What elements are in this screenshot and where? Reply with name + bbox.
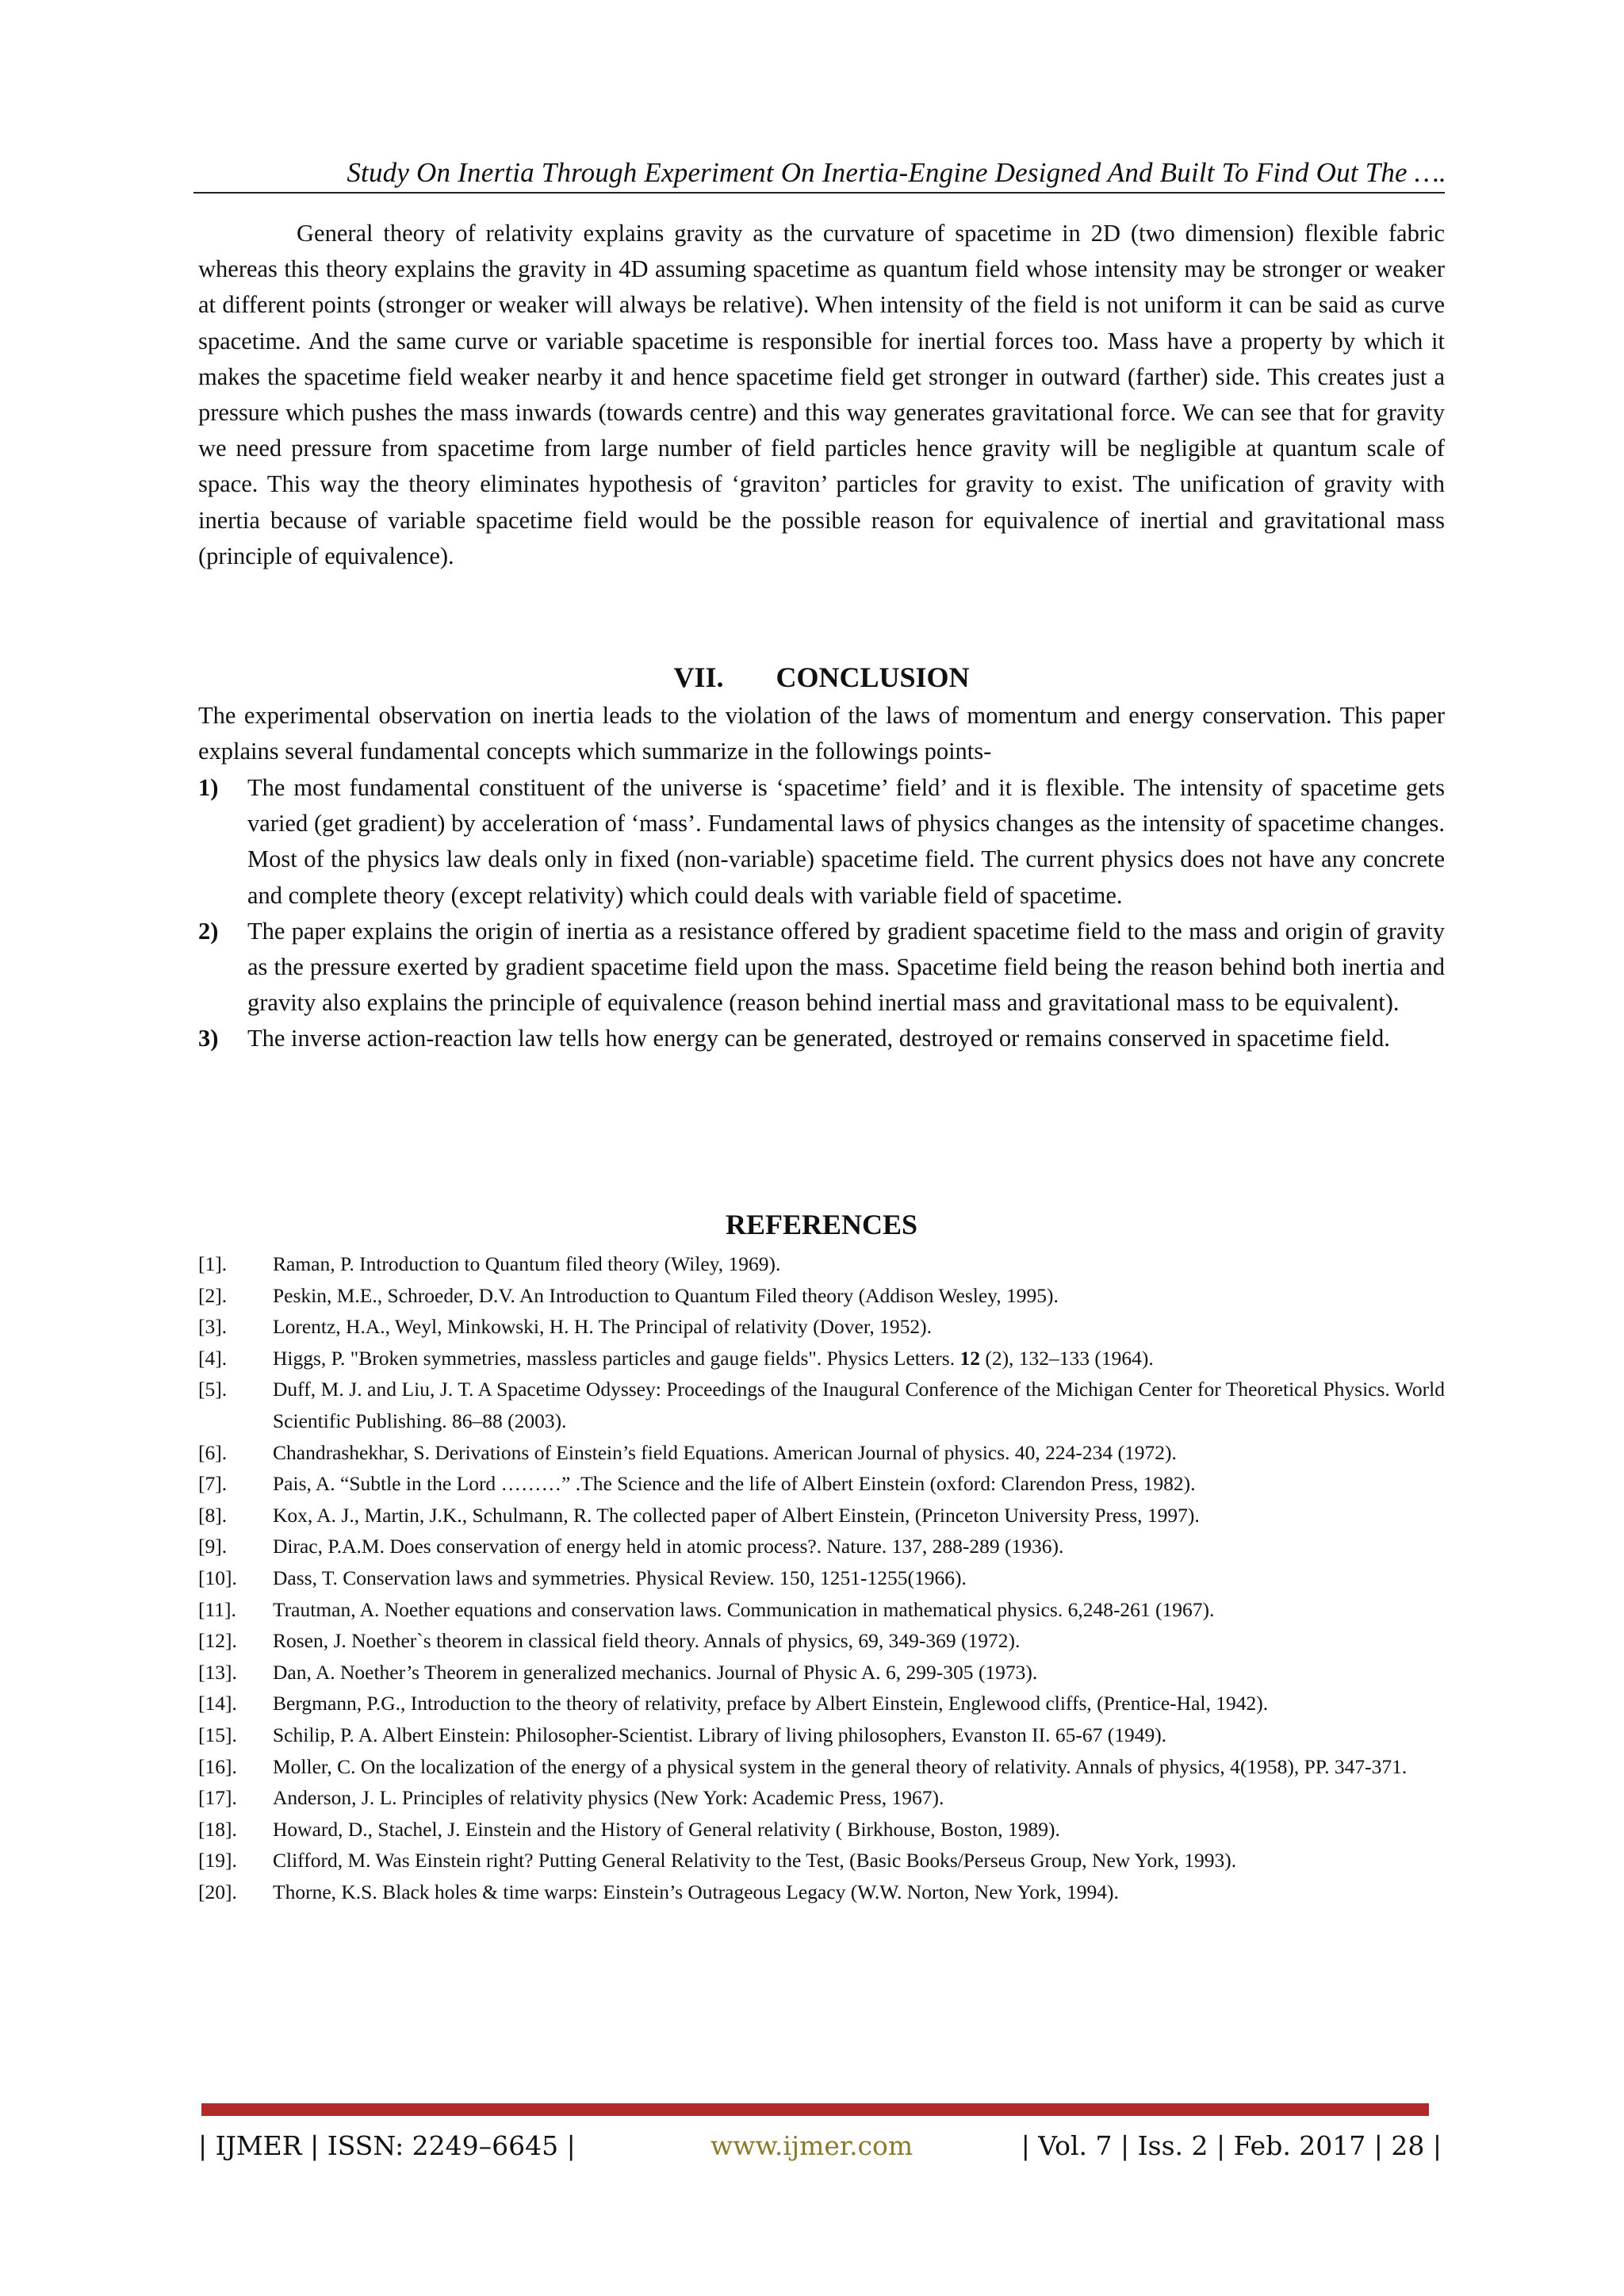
reference-number: [2]. [198,1283,228,1307]
reference-item [198,1751,1445,1783]
reference-item [198,1468,1445,1500]
reference-number: [12]. [198,1629,237,1653]
reference-text: Dan, A. Noether’s Theorem in generalized mechanics. Journal of Physic A. 6, 299-305 (1973). [273,1660,1038,1684]
section-number: VII. [673,661,724,693]
reference-item [198,1311,1445,1343]
reference-number: [16]. [198,1754,237,1778]
footer-bar [201,2103,1429,2116]
point-number: 2) [198,917,219,945]
reference-number: [11]. [198,1597,236,1621]
references-list [198,1248,1445,1907]
reference-item [198,1531,1445,1562]
conclusion-points [198,770,1445,1057]
reference-text: Thorne, K.S. Black holes & time warps: Einstein’s Outrageous Legacy (W.W. Norton, New York, 1994). [273,1880,1119,1903]
reference-item [198,1719,1445,1751]
reference-item [198,1845,1445,1876]
reference-text: Anderson, J. L. Principles of relativity physics (New York: Academic Press, 1967). [273,1786,944,1810]
reference-item [198,1625,1445,1657]
reference-text-part: Higgs, P. "Broken symmetries, massless particles and gauge fields". Physics Letters. [273,1346,960,1370]
reference-number: [6]. [198,1440,228,1464]
reference-number: [4]. [198,1346,228,1370]
conclusion-point [198,1021,1445,1056]
reference-number: [10]. [198,1566,237,1589]
running-header: Study On Inertia Through Experiment On Inertia-Engine Designed And Built To Find Out The …. [347,157,1446,188]
section-title: CONCLUSION [776,661,970,693]
reference-item [198,1562,1445,1594]
reference-text: Rosen, J. Noether`s theorem in classical field theory. Annals of physics, 69, 349-369 (1972). [273,1629,1021,1653]
conclusion-point [198,914,1445,1022]
reference-number: [13]. [198,1660,237,1684]
reference-text: Peskin, M.E., Schroeder, D.V. An Introduction to Quantum Filed theory (Addison Wesley, 1995). [273,1283,1059,1307]
reference-text [273,1347,1154,1370]
reference-item [198,1657,1445,1688]
reference-text: Raman, P. Introduction to Quantum filed theory (Wiley, 1969). [273,1252,781,1275]
point-text: The most fundamental constituent of the universe is ‘spacetime’ field’ and it is flexible. The intensity of spacetime gets varied (get gradient) by acceleration of ‘mass’. Fundamental laws of physics changes as the intensity of spacetime changes. Most of the physics law deals only in fixed (non-variable) spacetime field. The current physics does not have any concrete and complete theory (except relativity) which could deals with variable field of spacetime. [247,774,1445,909]
conclusion-intro: The experimental observation on inertia leads to the violation of the laws of momentum and energy conservation. This paper explains several fundamental concepts which summarize in the followings points- [198,702,1445,765]
reference-item [198,1688,1445,1719]
reference-text-part: (2), 132–133 (1964). [979,1346,1154,1370]
reference-number: [20]. [198,1880,237,1903]
reference-number: [17]. [198,1786,237,1810]
footer-website-link[interactable]: www.ijmer.com [710,2130,914,2161]
reference-item [198,1782,1445,1814]
reference-number: [18]. [198,1817,237,1841]
reference-text: Clifford, M. Was Einstein right? Putting General Relativity to the Test, (Basic Books/Perseus Group, New York, 1993). [273,1849,1237,1872]
point-number: 1) [198,774,219,801]
reference-volume: 12 [959,1346,980,1370]
reference-text: Chandrashekhar, S. Derivations of Einstein’s field Equations. American Journal of physics. 40, 224-234 (1972). [273,1440,1177,1464]
reference-number: [1]. [198,1252,228,1275]
references-heading: REFERENCES [725,1209,918,1240]
reference-text: Lorentz, H.A., Weyl, Minkowski, H. H. The Principal of relativity (Dover, 1952). [273,1315,932,1339]
reference-number: [9]. [198,1535,228,1558]
reference-item [198,1280,1445,1312]
reference-text: Pais, A. “Subtle in the Lord ………” .The Science and the life of Albert Einstein (oxford: Clarendon Press, 1982). [273,1472,1196,1496]
reference-text: Moller, C. On the localization of the energy of a physical system in the general theory of relativity. Annals of physics, 4(1958), PP. 347-371. [273,1754,1408,1778]
conclusion-heading [198,658,1445,696]
reference-number: [15]. [198,1723,237,1746]
reference-item [198,1594,1445,1626]
body-paragraph: General theory of relativity explains gravity as the curvature of spacetime in 2D (two dimension) flexible fabric whereas this theory explains the gravity in 4D assuming spacetime as quantum field whose intensity may be stronger or weaker at different points (stronger or weaker will always be relative). When intensity of the field is not uniform it can be said as curve spacetime. And the same curve or variable spacetime is responsible for inertial forces too. Mass have a property by which it makes the spacetime field weaker nearby it and hence spacetime field get stronger in outward (farther) side. This creates just a pressure which pushes the mass inwards (towards centre) and this way generates gravitational force. We can see that for gravity we need pressure from spacetime from large number of field particles hence gravity will be negligible at quantum scale of space. This way the theory eliminates hypothesis of ‘graviton’ particles for gravity to exist. The unification of gravity with inertia because of variable spacetime field would be the possible reason for equivalence of inertial and gravitational mass (principle of equivalence). [198,220,1445,569]
reference-text: Duff, M. J. and Liu, J. T. A Spacetime Odyssey: Proceedings of the Inaugural Conference of the Michigan Center for Theoretical Physics. World Scientific Publishing. 86–88 (2003). [273,1378,1445,1432]
reference-number: [8]. [198,1503,228,1527]
reference-item [198,1814,1445,1846]
footer-journal-info: | IJMER | ISSN: 2249–6645 | [198,2130,576,2161]
reference-number: [19]. [198,1849,237,1872]
reference-item [198,1374,1445,1436]
reference-number: [3]. [198,1315,228,1339]
reference-item [198,1876,1445,1908]
reference-text: Bergmann, P.G., Introduction to the theory of relativity, preface by Albert Einstein, Englewood cliffs, (Prentice-Hal, 1942). [273,1692,1269,1715]
reference-text: Kox, A. J., Martin, J.K., Schulmann, R. The collected paper of Albert Einstein, (Princeton University Press, 1997). [273,1503,1200,1527]
point-number: 3) [198,1025,219,1052]
footer-volume-info: | Vol. 7 | Iss. 2 | Feb. 2017 | 28 | [1021,2130,1442,2161]
reference-number: [14]. [198,1692,237,1715]
reference-number: [7]. [198,1472,228,1496]
point-text: The paper explains the origin of inertia as a resistance offered by gradient spacetime field to the mass and origin of gravity as the pressure exerted by gradient spacetime field upon the mass. Spacetime field being the reason behind both inertia and gravity also explains the principle of equivalence (reason behind inertial mass and gravitational mass to be equivalent). [247,917,1445,1017]
reference-item [198,1343,1445,1374]
reference-item [198,1248,1445,1280]
reference-text: Howard, D., Stachel, J. Einstein and the History of General relativity ( Birkhouse, Boston, 1989). [273,1817,1060,1841]
reference-item [198,1437,1445,1469]
point-text: The inverse action-reaction law tells how energy can be generated, destroyed or remains conserved in spacetime field. [247,1025,1390,1052]
header-divider [193,192,1445,194]
conclusion-point [198,770,1445,914]
reference-item [198,1500,1445,1531]
reference-text: Schilip, P. A. Albert Einstein: Philosopher-Scientist. Library of living philosophers, Evanston II. 65-67 (1949). [273,1723,1167,1746]
reference-text: Dirac, P.A.M. Does conservation of energy held in atomic process?. Nature. 137, 288-289 (1936). [273,1535,1064,1558]
reference-text: Dass, T. Conservation laws and symmetries. Physical Review. 150, 1251-1255(1966). [273,1566,967,1589]
reference-text: Trautman, A. Noether equations and conservation laws. Communication in mathematical physics. 6,248-261 (1967). [273,1597,1215,1621]
reference-number: [5]. [198,1378,228,1401]
page-footer [198,2122,1445,2170]
